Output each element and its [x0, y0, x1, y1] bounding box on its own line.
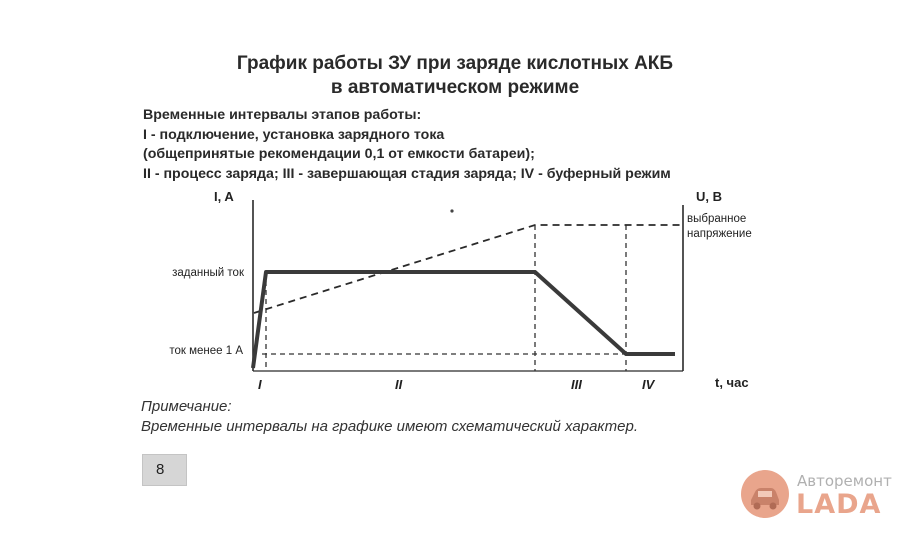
note-text: Временные интервалы на графике имеют схематический характер. — [141, 418, 639, 435]
watermark-brand: LADA — [796, 489, 882, 520]
right-axis-label: U, B — [696, 189, 722, 204]
voltage-label-line-2: напряжение — [687, 228, 752, 240]
level-set-current-label: заданный ток — [172, 267, 244, 279]
level-low-current-label: ток менее 1 А — [169, 345, 243, 357]
left-axis-label: I, A — [214, 189, 234, 204]
stage-label-ii: II — [395, 377, 403, 392]
note — [141, 397, 781, 437]
x-axis-label: t, час — [715, 375, 749, 390]
voltage-curve — [254, 225, 683, 313]
title-line-1: График работы ЗУ при заряде кислотных АКБ — [236, 53, 674, 74]
voltage-label-line-1: выбранное — [687, 213, 747, 225]
watermark-top-text: Авторемонт — [797, 472, 892, 490]
description-line-1: Временные интервалы этапов работы: — [143, 107, 422, 123]
stage-label-iv: IV — [642, 377, 655, 392]
note-heading: Примечание: — [141, 398, 232, 415]
scan-speck — [450, 209, 453, 212]
description-line-3: (общепринятые рекомендации 0,1 от емкости батареи); — [143, 146, 535, 162]
watermark — [741, 470, 901, 522]
title-line-2: в автоматическом режиме — [330, 77, 580, 98]
car-logo-icon — [741, 470, 789, 518]
page-number: 8 — [142, 454, 187, 486]
description-line-2: I - подключение, установка зарядного тока — [143, 126, 445, 143]
stage-label-iii: III — [571, 377, 582, 392]
description-line-4: II - процесс заряда; III - завершающая стадия заряда; IV - буферный режим — [143, 165, 671, 182]
stage-label-i: I — [258, 377, 262, 392]
